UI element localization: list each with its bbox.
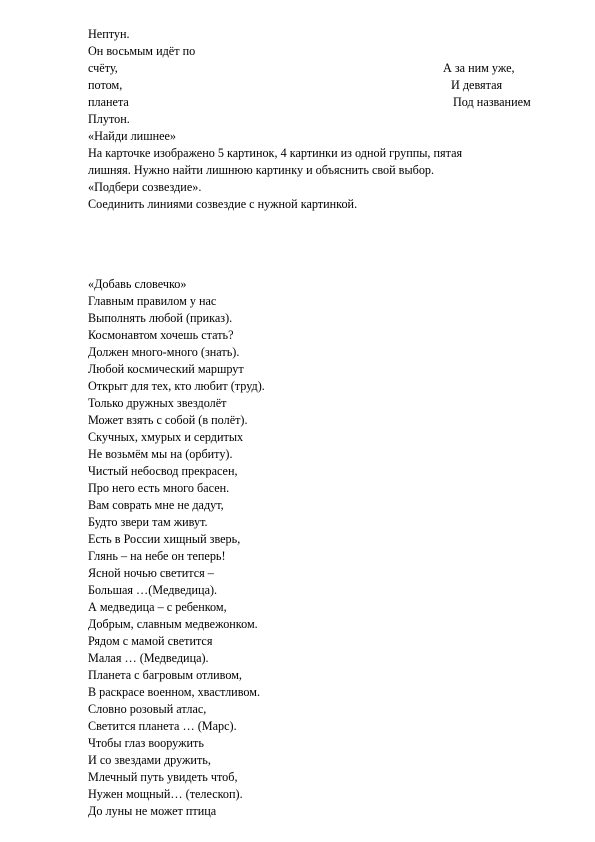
poem-line: Нептун. [88, 27, 130, 41]
verse-line: Только дружных звездолёт [88, 396, 227, 410]
verse-line: Скучных, хмурых и сердитых [88, 430, 244, 444]
poem-line: счёту, [88, 61, 118, 75]
verse-line: Малая … (Медведица). [88, 651, 209, 665]
verse-line: Глянь – на небе он теперь! [88, 549, 226, 563]
poem-line: Он восьмым идёт по [88, 44, 196, 58]
poem-line: планета [88, 95, 129, 109]
verse-line: Главным правилом у нас [88, 294, 217, 308]
poem-right-line: И девятая [451, 78, 503, 92]
verse-line: Чистый небосвод прекрасен, [88, 464, 238, 478]
verse-line: До луны не может птица [88, 804, 217, 818]
poem-line: потом, [88, 78, 123, 92]
verse-line: Есть в России хищный зверь, [88, 532, 241, 546]
verse-line: Должен много-много (знать). [88, 345, 240, 359]
verse-line: Будто звери там живут. [88, 515, 208, 529]
verse-line: Не возьмём мы на (орбиту). [88, 447, 233, 461]
verse-line: Выполнять любой (приказ). [88, 311, 233, 325]
verse-line: Планета с багровым отливом, [88, 668, 242, 682]
verse-line: В раскрасе военном, хвастливом. [88, 685, 260, 699]
verse-line: Словно розовый атлас, [88, 702, 207, 716]
verse-line: Любой космический маршрут [88, 362, 244, 376]
section-heading: «Подбери созвездие». [88, 180, 202, 194]
verse-line: И со звездами дружить, [88, 753, 211, 767]
verse-line: Про него есть много басен. [88, 481, 230, 495]
verse-line: Млечный путь увидеть чтоб, [88, 770, 238, 784]
paragraph-line: лишняя. Нужно найти лишнюю картинку и объяснить свой выбор. [88, 163, 435, 177]
poem-line: Плутон. [88, 112, 130, 126]
verse-line: Добрым, славным медвежонком. [88, 617, 258, 631]
verse-line: А медведица – с ребенком, [88, 600, 227, 614]
verse-line: Светится планета … (Марс). [88, 719, 237, 733]
verse-line: Рядом с мамой светится [88, 634, 213, 648]
verse-line: Вам соврать мне не дадут, [88, 498, 224, 512]
paragraph-line: Соединить линиями созвездие с нужной картинкой. [88, 197, 358, 211]
verse-line: Космонавтом хочешь стать? [88, 328, 234, 342]
poem-right-line: А за ним уже, [443, 61, 515, 75]
verse-line: Может взять с собой (в полёт). [88, 413, 248, 427]
verse-line: Ясной ночью светится – [88, 566, 214, 580]
verse-line: Открыт для тех, кто любит (труд). [88, 379, 265, 393]
verse-line: Нужен мощный… (телескоп). [88, 787, 243, 801]
verse-line: Большая …(Медведица). [88, 583, 218, 597]
poem-right-line: Под названием [453, 95, 531, 109]
verse-line: Чтобы глаз вооружить [88, 736, 204, 750]
section-heading: «Добавь словечко» [88, 277, 187, 291]
paragraph-line: На карточке изображено 5 картинок, 4 картинки из одной группы, пятая [88, 146, 463, 160]
section-heading: «Найди лишнее» [88, 129, 177, 143]
